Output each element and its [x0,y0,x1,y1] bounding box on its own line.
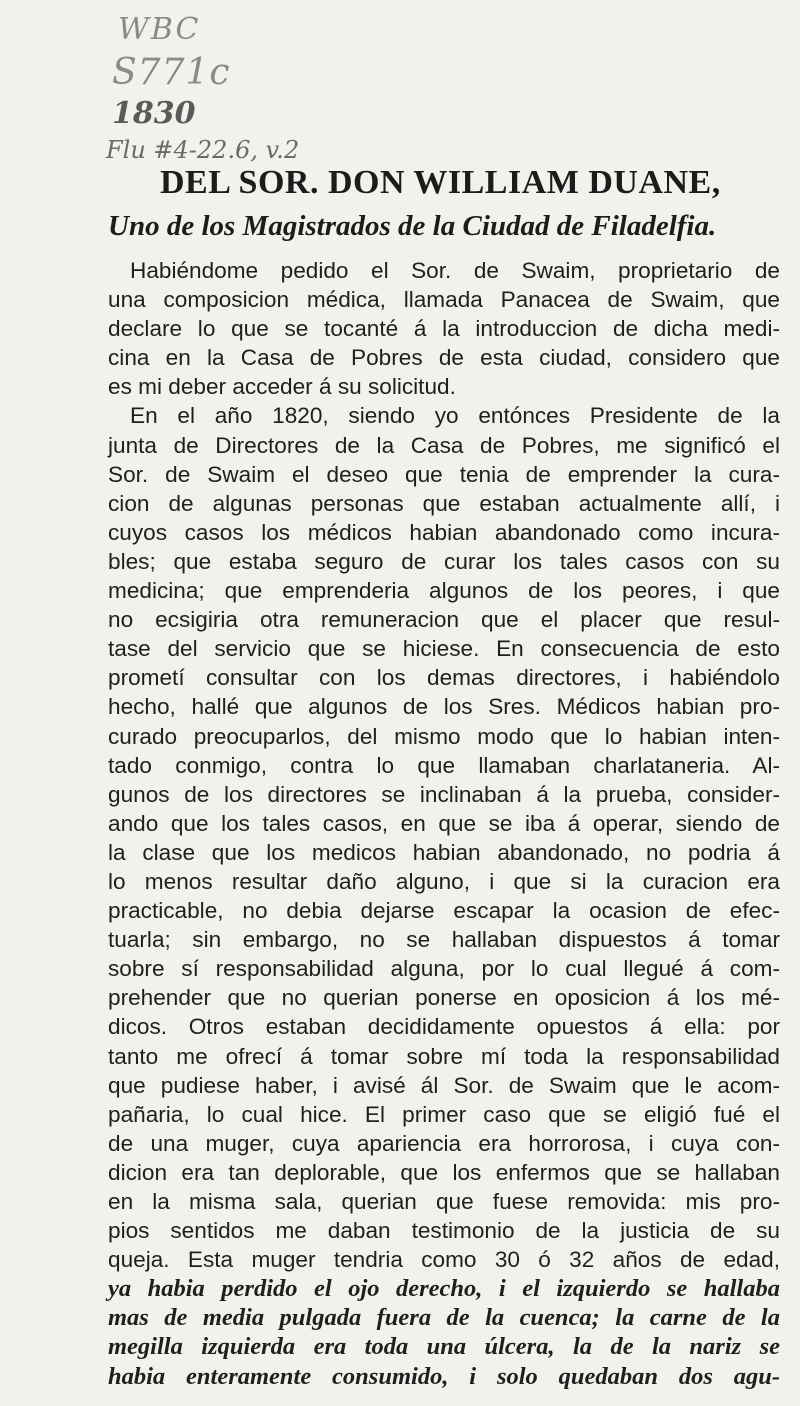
text-line: no ecsigiria otra remuneracion que el placer que resul- [108,607,780,633]
text-line: En el año 1820, siendo yo entónces Presidente de la [130,403,780,429]
text-line: pañaria, lo cual hice. El primer caso que se eligió fué el [108,1101,780,1127]
text-line: tase del servicio que se hiciese. En consecuencia de esto [108,636,780,662]
text-line: una composicion médica, llamada Panacea de Swaim, que [108,287,780,313]
text-line: habia enteramente consumido, i solo quedaban dos agu- [108,1362,780,1390]
text-line: curado preocuparlos, del mismo modo que lo habian inten- [108,723,780,749]
text-line: practicable, no debia dejarse escapar la ocasion de efec- [108,898,780,924]
text-line: tado conmigo, contra lo que llamaban charlataneria. Al- [108,752,780,778]
document-subtitle: Uno de los Magistrados de la Ciudad de Filadelfia. [108,210,717,242]
text-line: dicos. Otros estaban decididamente opuestos á ella: por [108,1014,780,1040]
text-line: Sor. de Swaim el deseo que tenia de emprender la cura- [108,461,780,487]
text-line: que pudiese haber, i avisé ál Sor. de Swaim que le acom- [108,1072,780,1098]
text-line: sobre sí responsabilidad alguna, por lo cual llegué á com- [108,956,780,982]
text-line: tuarla; sin embargo, no se hallaban dispuestos á tomar [108,927,780,953]
text-line: la clase que los medicos habian abandonado, no podria á [108,839,780,865]
text-line: de una muger, cuya apariencia era horrorosa, i cuya con- [108,1130,780,1156]
text-line: cion de algunas personas que estaban actualmente allí, i [108,490,780,516]
handwritten-call-number-line-2: S771c [112,52,231,93]
text-line: tanto me ofrecí á tomar sobre mí toda la responsabilidad [108,1043,780,1069]
text-line: en la misma sala, querian que fuese removida: mis pro- [108,1189,780,1214]
handwritten-shelf-note: Flu #4-22.6, v.2 [106,136,300,164]
text-line: junta de Directores de la Casa de Pobres, me significó el [108,432,780,458]
handwritten-call-number-line-1: WBC [118,12,201,47]
text-line: hecho, hallé que algunos de los Sres. Médicos habian pro- [108,694,780,720]
text-line: lo menos resultar daño alguno, i que si la curacion era [108,868,780,894]
text-line: cuyos casos los médicos habian abandonado como incura- [108,519,780,545]
text-line: medicina; que emprenderia algunos de los peores, i que [108,578,780,604]
text-line: prometí consultar con los demas directores, i habiéndolo [108,665,780,691]
text-line: pios sentidos me daban testimonio de la justicia de su [108,1218,780,1244]
text-line: prehender que no querian ponerse en oposicion á los mé- [108,985,780,1011]
text-line: dicion era tan deplorable, que los enfermos que se hallaban [108,1159,780,1185]
text-line: ando que los tales casos, en que se iba á operar, siendo de [108,810,780,836]
text-line: es mi deber acceder á su solicitud. [108,374,456,400]
text-line: gunos de los directores se inclinaban á la prueba, consider- [108,781,780,807]
text-line: ya habia perdido el ojo derecho, i el izquierdo se hallaba [108,1275,780,1303]
text-line: megilla izquierda era toda una úlcera, la de la nariz se [108,1333,780,1361]
text-line: mas de media pulgada fuera de la cuenca; la carne de la [108,1304,780,1332]
text-line: declare lo que se tocanté á la introduccion de dicha medi- [108,316,780,342]
text-line: queja. Esta muger tendria como 30 ó 32 años de edad, [108,1247,780,1273]
text-line: bles; que estaba seguro de curar los tales casos con su [108,548,780,574]
body-text [108,256,780,1391]
text-line: cina en la Casa de Pobres de esta ciudad, considero que [108,345,780,371]
text-line: Habiéndome pedido el Sor. de Swaim, proprietario de [130,258,780,283]
handwritten-year: 1830 [112,96,196,131]
document-title: DEL SOR. DON WILLIAM DUANE, [160,164,721,201]
